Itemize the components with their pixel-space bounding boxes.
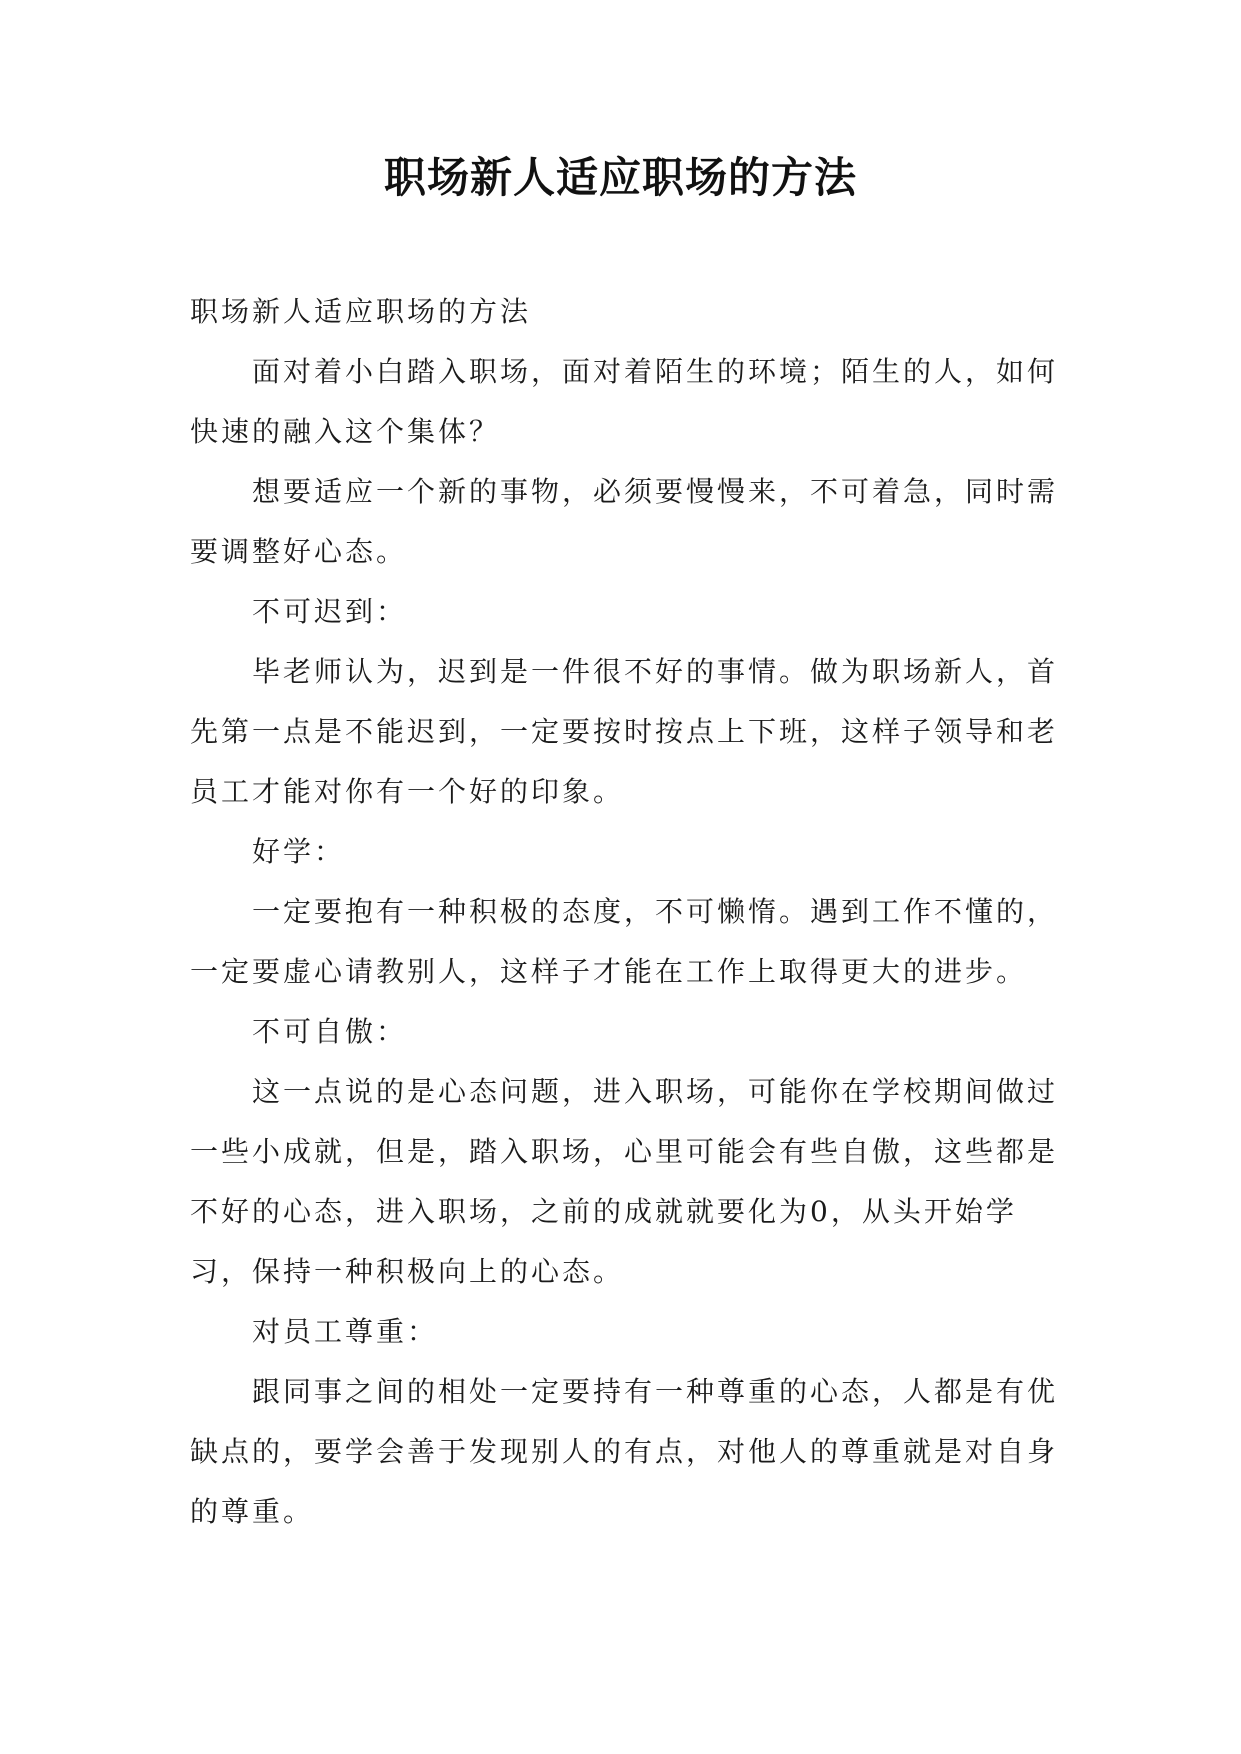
paragraph-respect: 跟同事之间的相处一定要持有一种尊重的心态，人都是有优缺点的，要学会善于发现别人的有点，对他人的尊重就是对自身的尊重。 [190,1375,1059,1528]
paragraph-no-arrogance: 这一点说的是心态问题，进入职场，可能你在学校期间做过一些小成就，但是，踏入职场，心里可能会有些自傲，这些都是不好的心态，进入职场，之前的成就就要化为0，从头开始学习，保持一种积极向上的心态。 [190,1075,1059,1288]
heading-eager-learning: 好学： [252,835,346,868]
heading-respect: 对员工尊重： [252,1315,439,1348]
paragraph-intro: 面对着小白踏入职场，面对着陌生的环境；陌生的人，如何快速的融入这个集体？ [190,355,1059,448]
paragraph-adapt: 想要适应一个新的事物，必须要慢慢来，不可着急，同时需要调整好心态。 [190,475,1059,568]
heading-no-arrogance: 不可自傲： [252,1015,408,1048]
heading-no-late: 不可迟到： [252,595,408,628]
paragraph-no-late: 毕老师认为，迟到是一件很不好的事情。做为职场新人，首先第一点是不能迟到，一定要按时按点上下班，这样子领导和老员工才能对你有一个好的印象。 [190,655,1059,808]
document-body [190,282,1070,1542]
paragraph-eager-learning: 一定要抱有一种积极的态度，不可懒惰。遇到工作不懂的，一定要虚心请教别人，这样子才能在工作上取得更大的进步。 [190,895,1059,988]
document-title: 职场新人适应职场的方法 [383,153,857,202]
subtitle-line: 职场新人适应职场的方法 [190,295,532,328]
